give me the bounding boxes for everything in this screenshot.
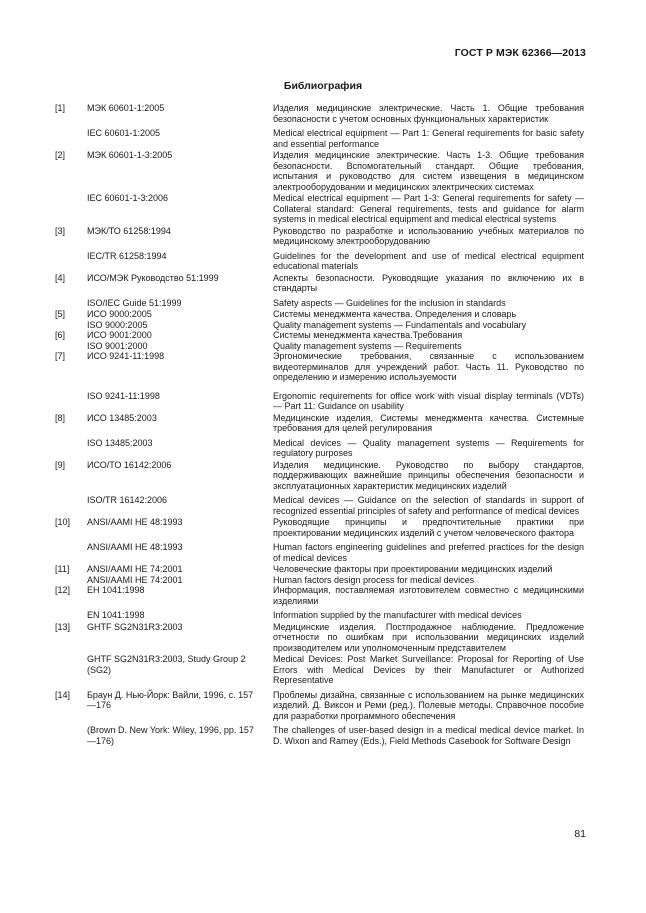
- entry-description: Quality management systems — Fundamentals and vocabulary: [273, 319, 527, 330]
- bibliography-entry: [0, 517, 646, 538]
- bibliography-entry: [0, 542, 646, 563]
- entry-designation: ISO 9001:2000: [87, 340, 148, 351]
- entry-number: [8]: [55, 412, 66, 423]
- bibliography-entry: [0, 351, 646, 383]
- entry-description: Эргономические требования, связанные с использованием видеотерминалов для учреждений работ. Часть 11. Руководство по определению и измерению используемости: [273, 351, 584, 382]
- entry-number: [10]: [55, 517, 71, 527]
- bibliography-entry: [0, 251, 646, 272]
- entry-designation: ИСО 13485:2003: [87, 412, 157, 423]
- entry-number: [6]: [55, 330, 66, 340]
- bibliography-entry: [0, 575, 646, 586]
- bibliography-entry: [0, 654, 646, 686]
- entry-description: Medical devices — Quality management systems — Requirements for regulatory purposes: [273, 437, 584, 458]
- entry-designation: ИСО 9000:2005: [87, 309, 152, 319]
- entry-designation: IEC 60601-1:2005: [87, 128, 161, 138]
- entry-description: Quality management systems — Requirements: [273, 340, 462, 351]
- bibliography-entry: [0, 460, 646, 492]
- entry-description: Safety aspects — Guidelines for the inclusion in standards: [273, 297, 506, 308]
- bibliography-entry: [0, 725, 646, 746]
- page-number: 81: [574, 828, 586, 840]
- entry-designation: ISO 9000:2005: [87, 319, 148, 330]
- entry-designation: IEC/TR 61258:1994: [87, 250, 167, 261]
- bibliography-entry: [0, 150, 646, 192]
- entry-designation: Браун Д. Нью-Йорк: Вайли, 1996, с. 157—176: [87, 689, 254, 710]
- entry-designation: EN 1041:1998: [87, 610, 145, 620]
- entry-designation: IEC 60601-1-3:2006: [87, 193, 169, 203]
- entry-description: Системы менеджмента качества.Требования: [273, 330, 463, 340]
- bibliography-entry: [0, 413, 646, 434]
- entry-description: Аспекты безопасности. Руководящие указания по включению их в стандарты: [273, 272, 584, 293]
- entry-description: Medical devices — Guidance on the selection of standards in support of recognized essential principles of safety and performance of medical devices: [273, 495, 584, 516]
- entry-designation: GHTF SG2N31R3:2003, Study Group 2 (SG2): [87, 654, 246, 675]
- entry-designation: ISO/TR 16142:2006: [87, 495, 168, 505]
- entry-description: Medical electrical equipment — Part 1-3: General requirements for safety — Collateral standard: General requirements, tests and guidance for alarm systems in medical electrical equipment and medical electrical systems: [273, 193, 584, 224]
- entry-description: The challenges of user-based design in a medical medical device market. In D. Wixon and Ramey (Eds.), Field Methods Casebook for Software Design: [273, 725, 584, 746]
- entry-designation: ANSI/AAMI HE 48:1993: [87, 542, 183, 552]
- entry-number: [12]: [55, 585, 71, 595]
- entry-designation: МЭК/ТО 61258:1994: [87, 225, 171, 236]
- bibliography-entry: [0, 622, 646, 654]
- bibliography-entry: [0, 690, 646, 722]
- entry-description: Информация, поставляемая изготовителем совместно с медицинскими изделиями: [273, 585, 584, 606]
- bibliography-entry: [0, 330, 646, 341]
- entry-number: [5]: [55, 309, 66, 319]
- entry-designation: ИСО 9241-11:1998: [87, 351, 165, 361]
- bibliography-entry: [0, 391, 646, 412]
- entry-description: Information supplied by the manufacturer with medical devices: [273, 610, 522, 620]
- entry-designation: ЕН 1041:1998: [87, 585, 145, 595]
- bibliography-entry: [0, 341, 646, 352]
- bibliography-list: [0, 103, 646, 747]
- entry-number: [7]: [55, 351, 66, 361]
- bibliography-title: Библиография: [283, 80, 363, 92]
- bibliography-entry: [0, 564, 646, 575]
- bibliography-entry: [0, 585, 646, 606]
- entry-designation: ANSI/AAMI HE 74:2001: [87, 574, 183, 585]
- entry-designation: ISO/IEC Guide 51:1999: [87, 297, 182, 308]
- bibliography-entry: [0, 309, 646, 320]
- entry-description: Медицинские изделия, Системы менеджмента качества. Системные требования для целей регулирования: [273, 412, 584, 433]
- entry-designation: (Brown D. New York: Wiley, 1996, pp. 157—176): [87, 725, 254, 746]
- entry-designation: ИСО/ТО 16142:2006: [87, 459, 172, 470]
- entry-description: Medical electrical equipment — Part 1: General requirements for basic safety and essential performance: [273, 128, 584, 149]
- entry-designation: ANSI/AAMI HE 74:2001: [87, 564, 183, 574]
- entry-designation: ИСО/МЭК Руководство 51:1999: [87, 272, 219, 283]
- entry-description: Guidelines for the development and use of medical electrical equipment educational materials: [273, 250, 584, 271]
- document-code: ГОСТ Р МЭК 62366—2013: [454, 47, 586, 59]
- entry-number: [13]: [55, 621, 71, 632]
- entry-designation: МЭК 60601-1:2005: [87, 103, 165, 113]
- entry-number: [11]: [55, 564, 70, 574]
- entry-description: Проблемы дизайна, связанные с использованием на рынке медицинских изделий. Д. Виксон и Реми (ред.). Полевые методы. Справочное пособие для разработки программного обеспечения: [273, 689, 584, 721]
- entry-number: [2]: [55, 150, 66, 160]
- bibliography-entry: [0, 103, 646, 124]
- entry-designation: МЭК 60601-1-3:2005: [87, 150, 173, 160]
- bibliography-entry: [0, 273, 646, 294]
- entry-number: [3]: [55, 225, 66, 236]
- entry-designation: ISO 9241-11:1998: [87, 390, 160, 401]
- bibliography-entry: [0, 193, 646, 225]
- entry-description: Ergonomic requirements for office work with visual display terminals (VDTs) — Part 11: Guidance on usability: [273, 390, 584, 411]
- entry-description: Системы менеджмента качества. Определения и словарь: [273, 309, 517, 319]
- entry-description: Изделия медицинские. Руководство по выбору стандартов, поддерживающих важнейшие принципы обеспечения безопасности и эксплуатационных характеристик медицинских изделий: [273, 459, 584, 491]
- entry-designation: ИСО 9001:2000: [87, 330, 152, 340]
- entry-description: Human factors design process for medical devices: [273, 574, 475, 585]
- entry-description: Изделия медицинские электрические. Часть 1. Общие требования безопасности с учетом основных функциональных характеристик: [273, 103, 584, 124]
- bibliography-entry: [0, 128, 646, 149]
- entry-description: Руководящие принципы и предпочтительные практики при проектировании медицинских изделий с учетом человеческого фактора: [273, 517, 584, 538]
- bibliography-entry: [0, 438, 646, 459]
- bibliography-entry: [0, 610, 646, 621]
- entry-number: [9]: [55, 459, 66, 470]
- entry-designation: GHTF SG2N31R3:2003: [87, 621, 183, 632]
- entry-description: Руководство по разработке и использованию учебных материалов по медицинскому электрооборудованию: [273, 225, 584, 246]
- entry-description: Человеческие факторы при проектировании медицинских изделий: [273, 564, 553, 574]
- bibliography-entry: [0, 298, 646, 309]
- bibliography-entry: [0, 495, 646, 516]
- entry-description: Medical Devices: Post Market Surveillance: Proposal for Reporting of Use Errors with Medical Devices by their Manufacturer or Authorized Representative: [273, 654, 584, 685]
- entry-number: [4]: [55, 272, 66, 283]
- entry-description: Медицинские изделия. Постпродажное наблюдение. Предложение отчетности по ошибкам при использовании медицинских изделий производителем или уполномоченным представителем: [273, 621, 584, 653]
- entry-designation: ISO 13485:2003: [87, 437, 153, 448]
- entry-number: [1]: [55, 103, 66, 113]
- bibliography-entry: [0, 320, 646, 331]
- entry-description: Human factors engineering guidelines and preferred practices for the design of medical devices: [273, 542, 584, 563]
- entry-designation: ANSI/AAMI HE 48:1993: [87, 517, 183, 527]
- bibliography-entry: [0, 226, 646, 247]
- entry-number: [14]: [55, 689, 71, 700]
- entry-description: Изделия медицинские электрические. Часть 1-3. Общие требования безопасности. Вспомогательный стандарт. Общие требования, испытания и руководство для систем извещения в медицинском электрооборудовании и медицинских электрических системах: [273, 150, 584, 192]
